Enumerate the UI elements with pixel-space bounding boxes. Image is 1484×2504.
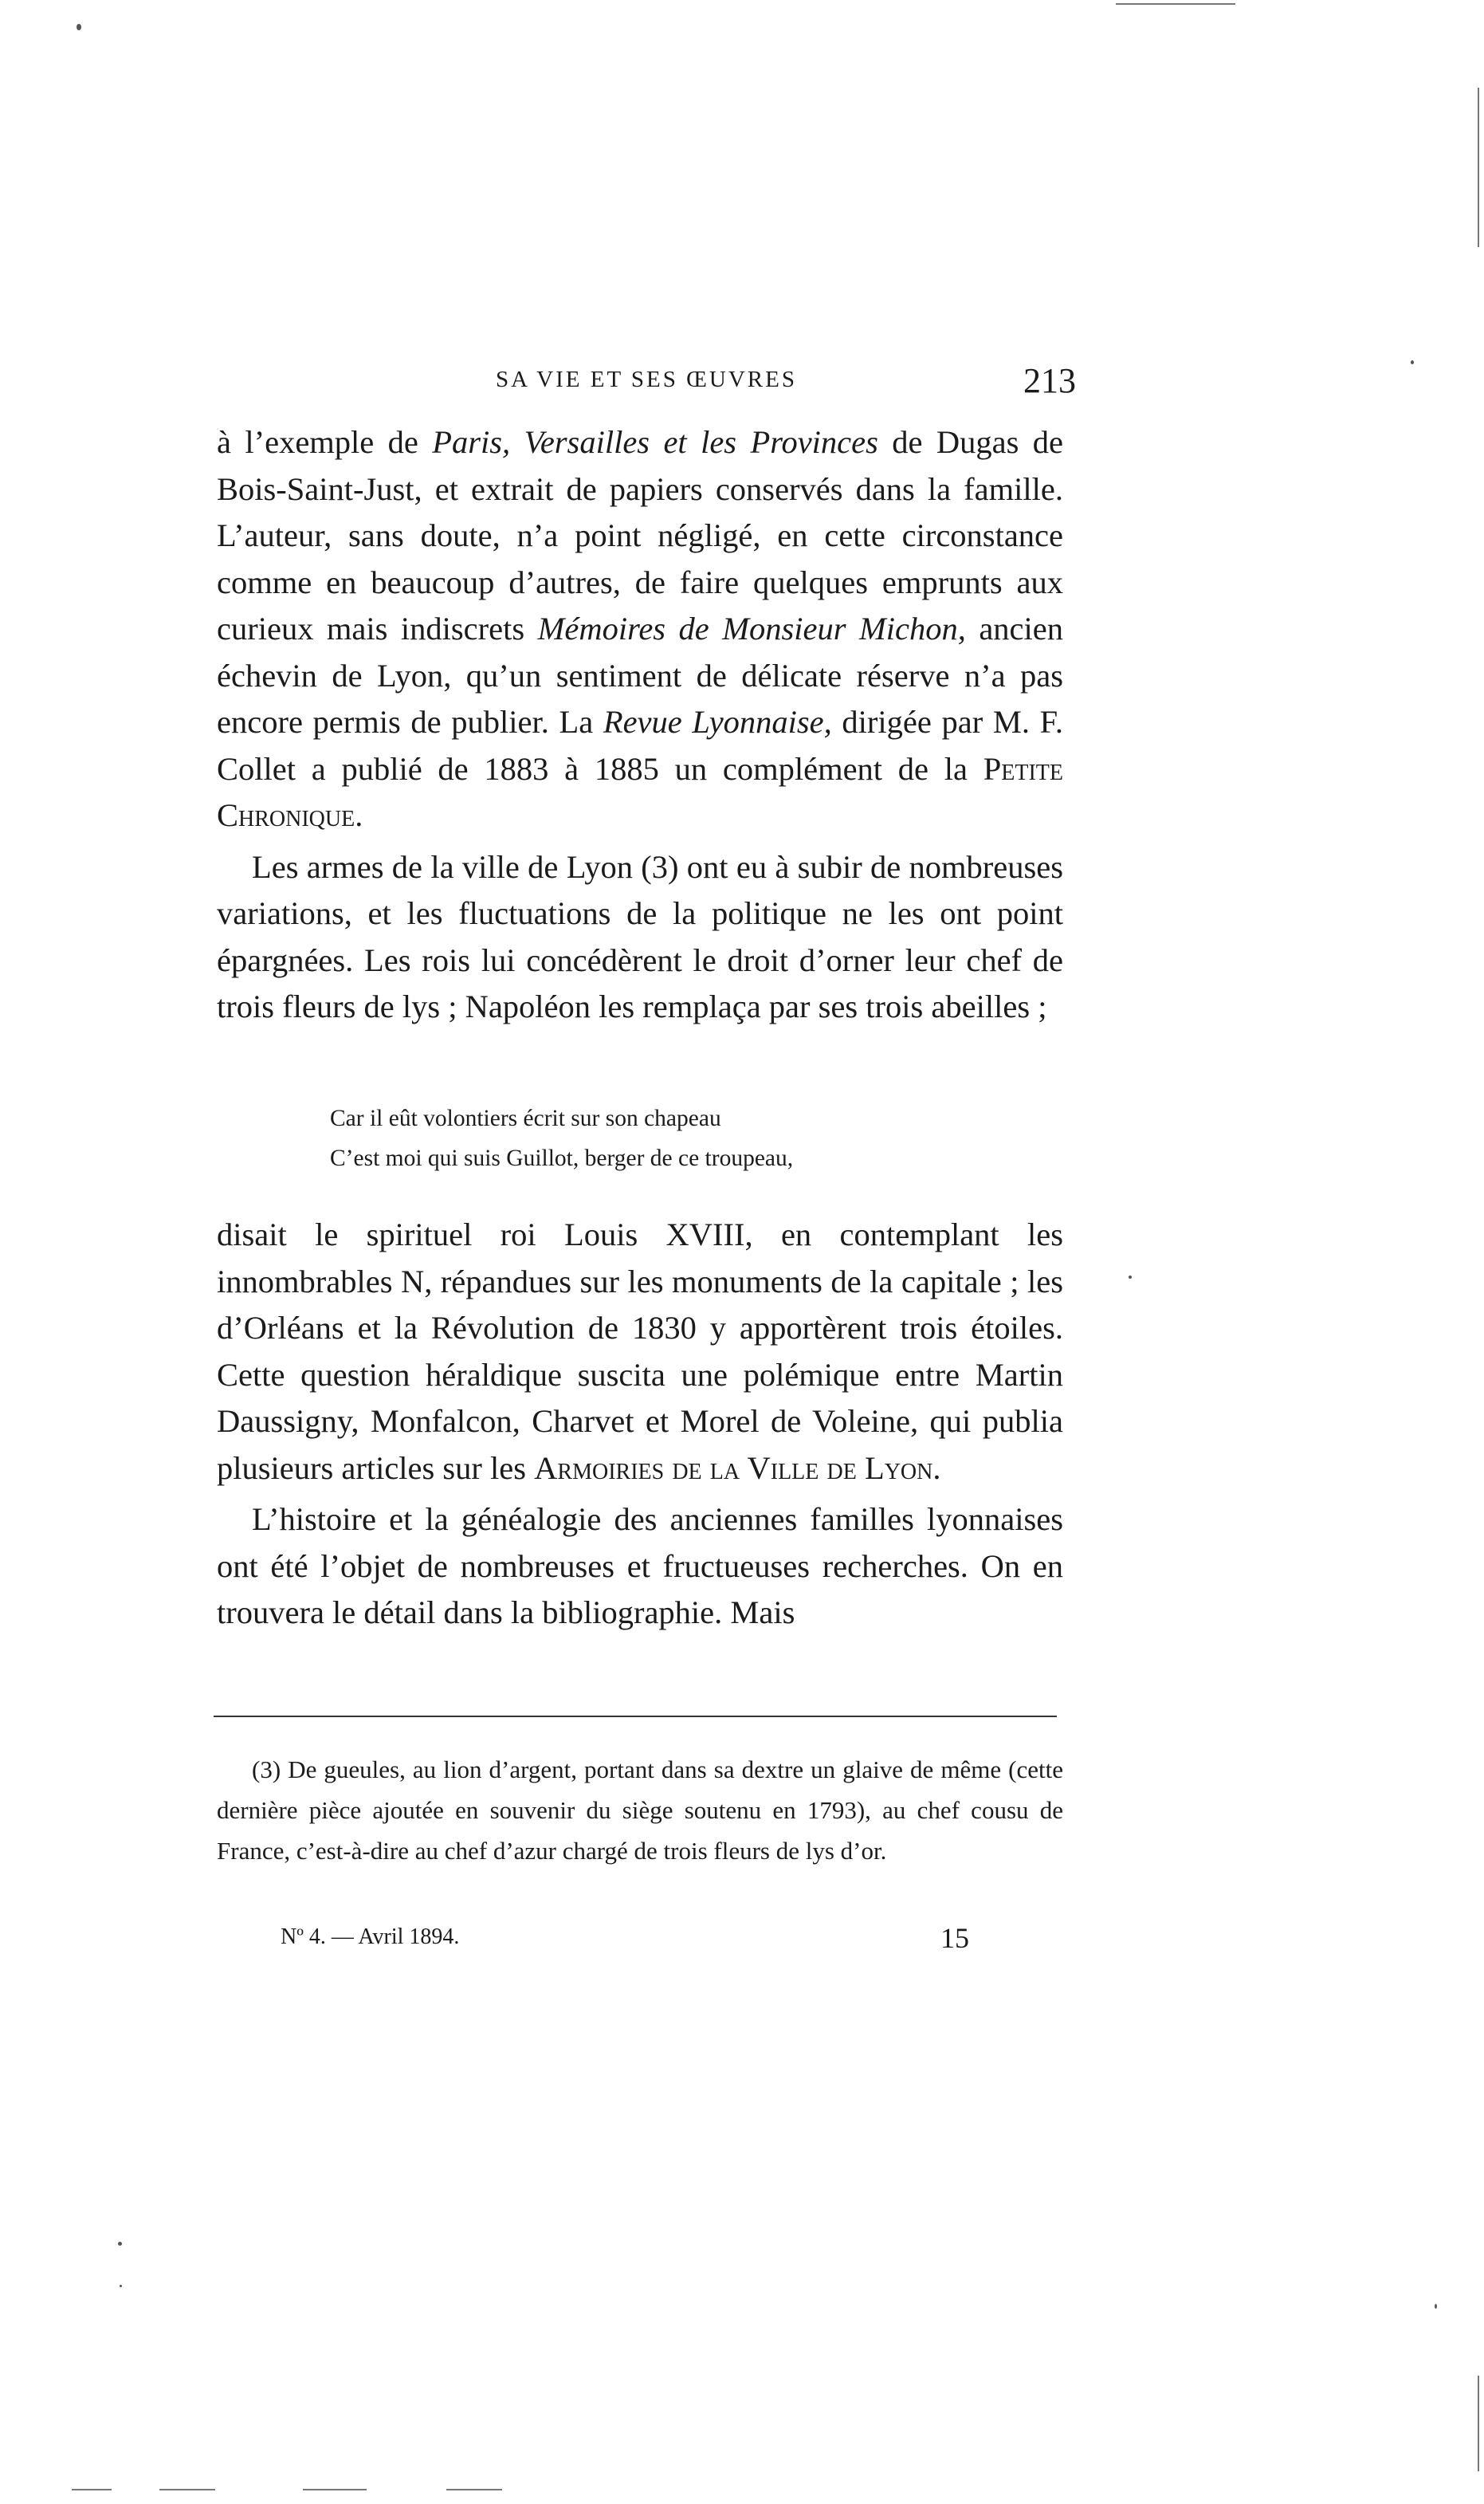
footnotes [217,1749,1063,1871]
smallcaps-title-armoiries: Armoiries de la Ville de Lyon [534,1449,933,1486]
smallcaps-title-chronique: Petite Chronique [217,750,1063,833]
page-edge-line [1478,2376,1479,2471]
running-title: SA VIE ET SES ŒUVRES [496,367,797,392]
verse-line-2: C’est moi qui suis Guillot, berger de ce troupeau, [330,1146,794,1171]
italic-title-memoires: Mémoires de Monsieur Michon, [537,611,966,647]
page-number: 213 [1023,361,1076,400]
signature-mark: 15 [940,1922,969,1954]
main-text-upper [217,419,1063,1031]
paragraph-continuation [217,419,1063,839]
page-edge-line [1478,88,1479,247]
page-footer [281,1924,998,1964]
scan-speck [1411,360,1414,364]
text-run: ancien échevin de Lyon, qu’un sentiment de délicate réserve n’a pas encore permis de publier. La [217,611,1063,740]
bottom-rule-fragment [72,2489,112,2490]
paragraph-armes: Les armes de la ville de Lyon (3) ont eu à subir de nombreuses variations, et les fluctuations de la politique ne les ont point épargnées. Les rois lui concédèrent le droit d’orner leur chef de trois fleurs de lys ; Napoléon les remplaça par ses trois abeilles ; [217,848,1063,1024]
text-run: de Dugas de Bois-Saint-Just, et extrait de papiers conservés dans la famille. L’auteur, sans doute, n’a point négligé, en cette circonstance comme en beaucoup d’autres, de faire quelques emprunts aux curieux mais indiscrets [217,424,1063,647]
running-head [217,360,1076,405]
scan-speck [1435,2304,1437,2309]
verse-line-1: Car il eût volontiers écrit sur son chapeau [330,1106,721,1131]
scan-speck [1129,1276,1132,1279]
text-run: disait le spirituel roi Louis XVIII, en contemplant les innombrables N, répandues sur les monuments de la capitale ; les d’Orléans et la Révolution de 1830 y apportèrent trois étoiles. Cette question héraldique suscita une polémique entre Martin Daussigny, Monfalcon, Charvet et Morel de Voleine, qui publia plusieurs articles sur les [217,1217,1063,1486]
text-run: . [932,1449,941,1486]
italic-title-revue: Revue Lyonnaise, [603,704,832,740]
text-run: . [355,797,363,833]
italic-title-paris: Paris, Versailles et les Provinces [432,424,878,460]
bottom-rule-fragment [446,2489,502,2490]
verse-quotation [330,1099,1047,1178]
text-run: à l’exemple de [217,424,433,460]
text-run: dirigée par M. F. Collet a publié de 1883 à 1885 un complément de la [217,704,1063,787]
footnote-3: (3) De gueules, au lion d’argent, portant dans sa dextre un glaive de même (cette dernière pièce ajoutée en souvenir du siège soutenu en 1793), au chef cousu de France, c’est-à-dire au chef d’azur chargé de trois fleurs de lys d’or. [217,1755,1063,1865]
paragraph-histoire: L’histoire et la généalogie des anciennes familles lyonnaises ont été l’objet de nombreuses et fructueuses recherches. On en trouvera le détail dans la bibliographie. Mais [217,1501,1063,1630]
issue-line: Nº 4. — Avril 1894. [281,1924,460,1949]
bottom-rule-fragment [1116,3,1235,5]
scan-speck [118,2242,122,2246]
bottom-rule-fragment [303,2489,367,2490]
scan-speck [120,2285,122,2287]
footnote-divider [214,1716,1057,1717]
main-text-lower [217,1212,1063,1637]
paragraph-louis [217,1212,1063,1492]
scan-speck [77,24,81,30]
bottom-rule-fragment [159,2489,215,2490]
